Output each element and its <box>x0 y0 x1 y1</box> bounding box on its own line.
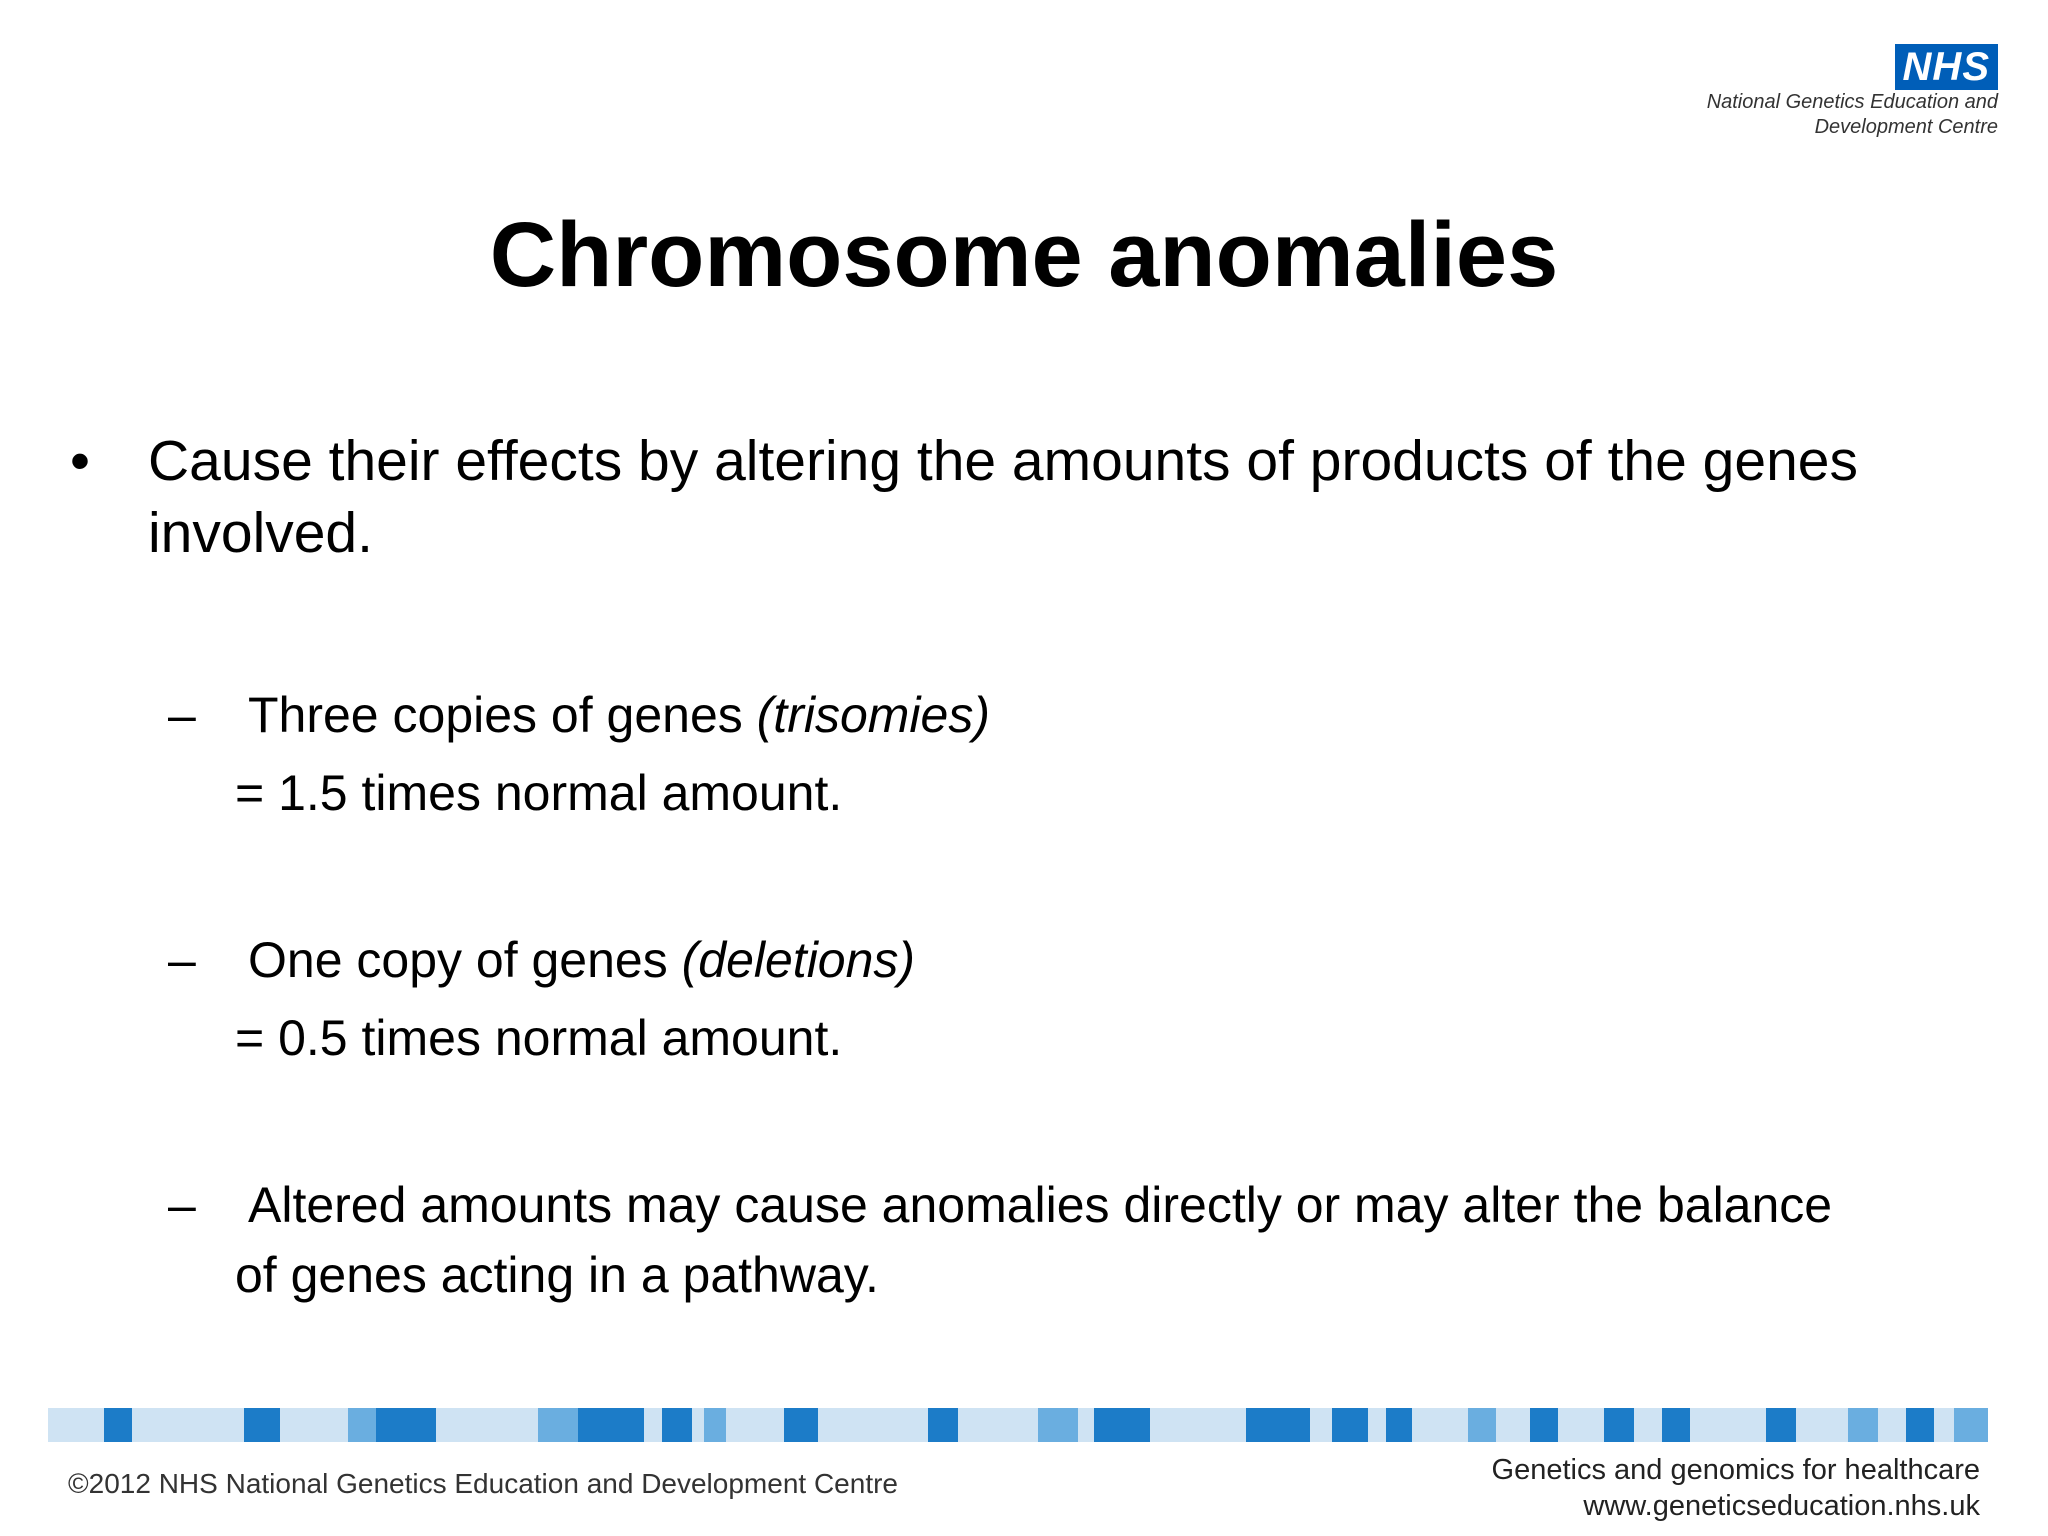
dash-icon: – <box>168 1177 196 1233</box>
sub-bullet-text-line-2: of genes acting in a pathway. <box>235 1247 879 1303</box>
band-block <box>1604 1408 1634 1442</box>
dash-icon: – <box>168 932 196 988</box>
nhs-logo <box>1707 44 1998 140</box>
band-block <box>1246 1408 1310 1442</box>
band-block <box>1954 1408 1988 1442</box>
band-background <box>48 1408 1988 1442</box>
bullet-dot-icon: • <box>70 429 90 493</box>
slide-title: Chromosome anomalies <box>489 204 1559 306</box>
band-block <box>1530 1408 1558 1442</box>
sub-bullet-plain-text: One copy of genes <box>248 932 682 988</box>
footer-tagline <box>1492 1452 1980 1524</box>
nhs-logo-mark: NHS <box>1895 44 1998 90</box>
band-block <box>1766 1408 1796 1442</box>
sub-bullet-detail: = 0.5 times normal amount. <box>235 1010 843 1066</box>
sub-bullet-italic-text: (deletions) <box>681 932 916 988</box>
logo-text-line-1: National Genetics Education and <box>1706 91 1998 113</box>
sub-bullet-text-line-1: Altered amounts may cause anomalies directly or may alter the balance <box>248 1177 1833 1233</box>
sub-bullet-deletions <box>168 925 1998 1073</box>
main-bullet <box>70 425 1970 569</box>
band-block <box>928 1408 958 1442</box>
band-block <box>662 1408 692 1442</box>
sub-bullet-altered-amounts <box>168 1170 1998 1310</box>
dash-icon: – <box>168 687 196 743</box>
band-block <box>1662 1408 1690 1442</box>
band-block <box>1906 1408 1934 1442</box>
sub-bullet-trisomies <box>168 680 1998 828</box>
footer-tagline-url: www.geneticseducation.nhs.uk <box>1583 1490 1980 1522</box>
band-block <box>538 1408 578 1442</box>
band-block <box>1386 1408 1412 1442</box>
band-block <box>1038 1408 1078 1442</box>
footer-copyright: ©2012 NHS National Genetics Education and Development Centre <box>68 1468 898 1499</box>
band-block <box>1468 1408 1496 1442</box>
sub-bullet-italic-text: (trisomies) <box>756 687 990 743</box>
sub-bullet-detail: = 1.5 times normal amount. <box>235 765 843 821</box>
band-block <box>104 1408 132 1442</box>
sub-bullet-text <box>248 680 1998 750</box>
band-block <box>376 1408 436 1442</box>
sub-bullet-plain-text: Three copies of genes <box>248 687 757 743</box>
footer-tagline-line-1: Genetics and genomics for healthcare <box>1491 1454 1980 1486</box>
band-block <box>1848 1408 1878 1442</box>
band-block <box>1332 1408 1368 1442</box>
band-block <box>784 1408 818 1442</box>
band-block <box>348 1408 376 1442</box>
band-block <box>244 1408 280 1442</box>
sub-bullet-text <box>248 925 1998 995</box>
band-block <box>704 1408 726 1442</box>
band-block <box>1094 1408 1150 1442</box>
decorative-pixel-band <box>48 1408 1988 1442</box>
band-block <box>578 1408 644 1442</box>
main-bullet-text: Cause their effects by altering the amounts of products of the genes involved. <box>148 429 1858 565</box>
logo-text-line-2: Development Centre <box>1814 116 1998 138</box>
